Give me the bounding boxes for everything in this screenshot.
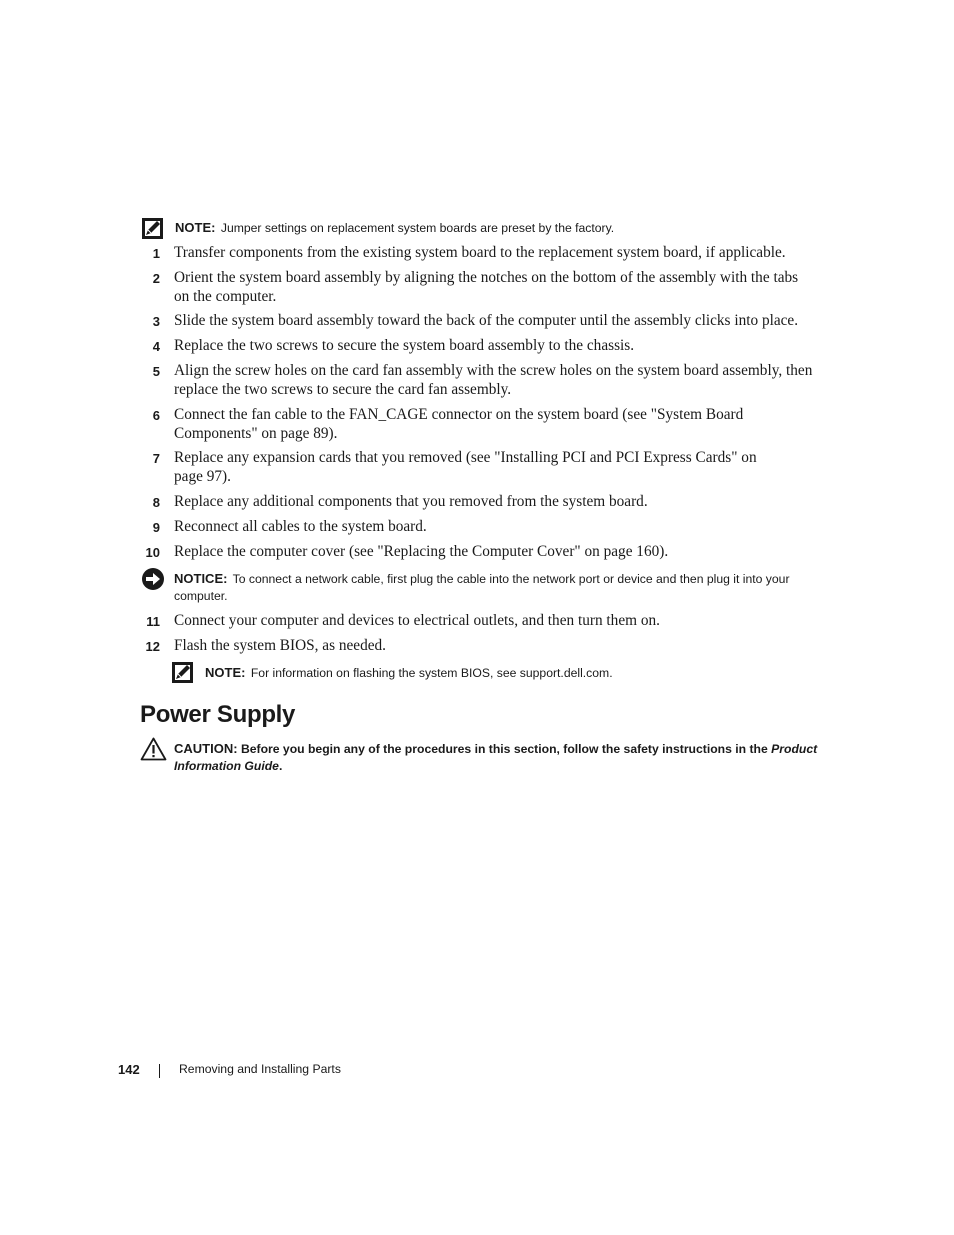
- note-label: NOTE:: [205, 665, 246, 680]
- step-number: 2: [152, 271, 160, 286]
- step-number: 4: [152, 339, 160, 354]
- step-number: 8: [152, 495, 160, 510]
- step-number: 5: [152, 364, 160, 379]
- list-item: [140, 637, 820, 657]
- step-text: Connect your computer and devices to electrical outlets, and then turn them on.: [174, 612, 660, 629]
- step-text: Transfer components from the existing system board to the replacement system board, if applicable.: [174, 244, 786, 261]
- list-item: [140, 312, 820, 332]
- list-item: [140, 493, 820, 513]
- step-text: Replace the computer cover (see "Replacing the Computer Cover" on page 160).: [174, 543, 669, 560]
- step-text: Orient the system board assembly by aligning the notches on the bottom of the assembly with the tabs on the computer.: [174, 269, 799, 305]
- footer-section-name: Removing and Installing Parts: [179, 1062, 341, 1076]
- page-title: Power Supply: [140, 701, 296, 728]
- footer-divider: [159, 1064, 160, 1078]
- step-text: Replace any expansion cards that you removed (see "Installing PCI and PCI Express Cards" on page 97).: [174, 449, 757, 485]
- notice-label: NOTICE:: [174, 571, 228, 586]
- list-item: [140, 543, 820, 563]
- pencil-note-icon: [172, 662, 193, 683]
- list-item: [140, 449, 820, 487]
- step-text: Flash the system BIOS, as needed.: [174, 637, 387, 654]
- support-link[interactable]: support.dell.com: [519, 666, 610, 680]
- note-text: Jumper settings on replacement system boards are preset by the factory.: [220, 221, 615, 235]
- step-text: Replace the two screws to secure the system board assembly to the chassis.: [174, 337, 635, 354]
- notice-arrow-icon: [142, 568, 164, 590]
- caution-period: .: [278, 759, 283, 773]
- step-text: Align the screw holes on the card fan assembly with the screw holes on the system board assembly, then replace the two screws to secure the card fan assembly.: [174, 362, 813, 398]
- page-number: 142: [118, 1062, 140, 1077]
- guide-title: Product Information Guide: [174, 742, 818, 773]
- note-text: For information on flashing the system BIOS, see: [250, 666, 517, 680]
- list-item: [140, 612, 820, 632]
- step-text: Slide the system board assembly toward the back of the computer until the assembly clicks into place.: [174, 312, 799, 329]
- notice-network-cable: [174, 570, 824, 605]
- list-item: [140, 362, 820, 400]
- caution-label: CAUTION:: [174, 741, 238, 756]
- list-item: [140, 518, 820, 538]
- step-number: 7: [152, 451, 160, 466]
- pencil-note-icon: [142, 218, 163, 239]
- warning-triangle-icon: [140, 737, 167, 761]
- notice-text: To connect a network cable, first plug the cable into the network port or device and then plug it into your computer.: [174, 572, 790, 603]
- list-item: [140, 337, 820, 357]
- step-text: Connect the fan cable to the FAN_CAGE connector on the system board (see "System Board Components" on page 89).: [174, 406, 744, 442]
- step-number: 11: [146, 614, 160, 629]
- step-text: Replace any additional components that you removed from the system board.: [174, 493, 648, 510]
- step-text: Reconnect all cables to the system board.: [174, 518, 427, 535]
- note-label: NOTE:: [175, 220, 216, 235]
- step-number: 6: [152, 408, 160, 423]
- step-number: 12: [145, 639, 160, 654]
- note-factory-jumpers: [175, 219, 825, 237]
- step-number: 1: [152, 246, 160, 261]
- caution-safety: [174, 740, 824, 775]
- list-item: [140, 406, 820, 444]
- note-bios-flash: [205, 664, 825, 682]
- note-period: .: [609, 666, 613, 680]
- step-number: 3: [152, 314, 160, 329]
- list-item: [140, 244, 820, 264]
- step-number: 10: [145, 545, 160, 560]
- list-item: [140, 269, 820, 307]
- caution-text: Before you begin any of the procedures in this section, follow the safety instructions in the: [240, 742, 768, 756]
- step-number: 9: [152, 520, 160, 535]
